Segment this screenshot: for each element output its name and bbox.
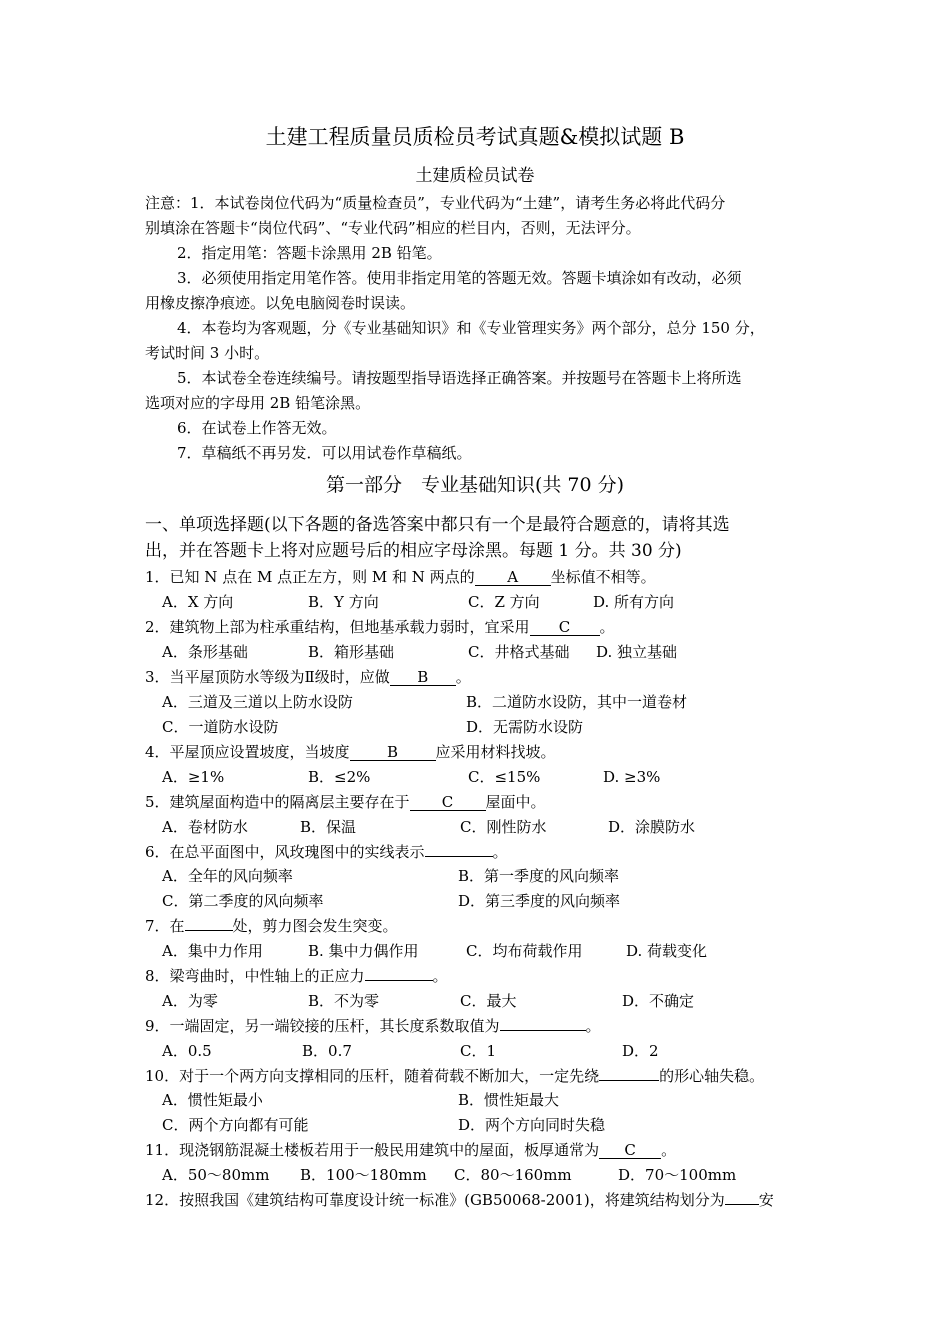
q2-option-d: D. 独立基础 — [596, 643, 678, 661]
q8-option-d: D．不确定 — [622, 992, 695, 1010]
note-1-line-1: 注意：1．本试卷岗位代码为“质量检查员”，专业代码为“土建”，请考生务必将此代码分 — [145, 194, 726, 212]
note-5-line-1: 5．本试卷全卷连续编号。请按题型指导语选择正确答案。并按题号在答题卡上将所选 — [177, 369, 742, 387]
question-4-suffix: 应采用材料找坡。 — [435, 743, 556, 761]
question-12 — [145, 1190, 815, 1210]
q2-option-b: B．箱形基础 — [308, 643, 395, 661]
question-8-suffix: 。 — [432, 967, 448, 985]
q1-option-b: B．Y 方向 — [308, 593, 379, 611]
question-3 — [145, 667, 815, 687]
q5-option-a: A．卷材防水 — [162, 818, 248, 836]
question-2-answer: C — [530, 619, 600, 636]
q4-option-b: B．≤2% — [308, 768, 371, 786]
question-7 — [145, 916, 815, 936]
question-5-text: 5．建筑屋面构造中的隔离层主要存在于 — [145, 793, 410, 811]
section-1-line-2: 出，并在答题卡上将对应题号后的相应字母涂黑。每题 1 分。共 30 分) — [145, 541, 682, 561]
note-7: 7．草稿纸不再另发．可以用试卷作草稿纸。 — [177, 444, 472, 462]
question-1-text: 1．已知 N 点在 M 点正左方，则 M 和 N 两点的 — [145, 568, 475, 586]
question-12-suffix: 安 — [758, 1191, 774, 1209]
q6-option-d: D．第三季度的风向频率 — [458, 892, 621, 910]
question-9-blank — [500, 1030, 586, 1031]
q4-option-c: C．≤15% — [468, 768, 541, 786]
question-8-text: 8．梁弯曲时，中性轴上的正应力 — [145, 967, 365, 985]
q5-option-c: C．刚性防水 — [460, 818, 547, 836]
question-3-suffix: 。 — [455, 668, 471, 686]
q7-option-c: C．均布荷载作用 — [466, 942, 583, 960]
q4-option-a: A．≥1% — [162, 768, 225, 786]
page-title: 土建工程质量员质检员考试真题&模拟试题 B — [265, 125, 685, 149]
question-12-text: 12．按照我国《建筑结构可靠度设计统一标准》(GB50068-2001)，将建筑结构划分为 — [145, 1191, 725, 1209]
q6-option-b: B．第一季度的风向频率 — [458, 867, 620, 885]
question-10-suffix: 的形心轴失稳。 — [659, 1067, 765, 1085]
question-12-blank — [725, 1204, 759, 1205]
question-9-text: 9．一端固定，另一端铰接的压杆，其长度系数取值为 — [145, 1017, 500, 1035]
question-10 — [145, 1066, 815, 1086]
question-6-blank — [425, 856, 493, 857]
question-7-suffix: 处，剪力图会发生突变。 — [232, 917, 398, 935]
question-3-text: 3．当平屋顶防水等级为Ⅱ级时，应做 — [145, 668, 390, 686]
q10-option-c: C．两个方向都有可能 — [162, 1116, 309, 1134]
note-5-line-2: 选项对应的字母用 2B 铅笔涂黑。 — [145, 394, 371, 412]
question-7-text: 7．在 — [145, 917, 185, 935]
note-2: 2．指定用笔：答题卡涂黑用 2B 铅笔。 — [177, 244, 442, 262]
question-1-answer: A — [475, 569, 551, 586]
q5-option-b: B．保温 — [300, 818, 357, 836]
q10-option-d: D．两个方向同时失稳 — [458, 1116, 606, 1134]
question-5-suffix: 屋面中。 — [485, 793, 546, 811]
q7-option-a: A．集中力作用 — [162, 942, 263, 960]
q7-option-b: B. 集中力偶作用 — [308, 942, 419, 960]
part-1-title: 第一部分 专业基础知识(共 70 分) — [325, 474, 625, 496]
q3-option-c: C．一道防水设防 — [162, 718, 279, 736]
question-4 — [145, 742, 815, 762]
question-7-blank — [185, 930, 233, 931]
q9-option-b: B．0.7 — [302, 1042, 352, 1060]
q6-option-c: C．第二季度的风向频率 — [162, 892, 324, 910]
q10-option-a: A．惯性矩最小 — [162, 1091, 263, 1109]
question-11 — [145, 1140, 815, 1160]
q9-option-c: C．1 — [460, 1042, 497, 1060]
q4-option-d: D. ≥3% — [603, 768, 661, 786]
q6-option-a: A．全年的风向频率 — [162, 867, 293, 885]
section-1-line-1: 一、单项选择题(以下各题的备选答案中都只有一个是最符合题意的，请将其选 — [145, 515, 730, 535]
question-2 — [145, 617, 815, 637]
q1-option-a: A．X 方向 — [162, 593, 234, 611]
question-6 — [145, 842, 815, 862]
question-8-blank — [365, 980, 433, 981]
q3-option-b: B．二道防水设防，其中一道卷材 — [466, 693, 688, 711]
q11-option-c: C．80～160mm — [454, 1166, 572, 1184]
question-10-text: 10．对于一个两方向支撑相同的压杆，随着荷载不断加大，一定先绕 — [145, 1067, 600, 1085]
q8-option-b: B．不为零 — [308, 992, 380, 1010]
q1-option-c: C．Z 方向 — [468, 593, 540, 611]
q3-option-a: A．三道及三道以上防水设防 — [162, 693, 353, 711]
page-subtitle: 土建质检员试卷 — [415, 166, 535, 186]
question-11-suffix: 。 — [661, 1141, 677, 1159]
note-3-line-1: 3．必须使用指定用笔作答。使用非指定用笔的答题无效。答题卡填涂如有改动，必须 — [177, 269, 742, 287]
note-3-line-2: 用橡皮擦净痕迹。以免电脑阅卷时误读。 — [145, 294, 416, 312]
question-4-text: 4．平屋顶应设置坡度，当坡度 — [145, 743, 350, 761]
q9-option-a: A．0.5 — [162, 1042, 212, 1060]
q7-option-d: D. 荷载变化 — [626, 942, 708, 960]
note-6: 6．在试卷上作答无效。 — [177, 419, 337, 437]
question-1-suffix: 坐标值不相等。 — [550, 568, 656, 586]
question-8 — [145, 966, 815, 986]
question-6-suffix: 。 — [492, 843, 508, 861]
note-1-line-2: 别填涂在答题卡“岗位代码”、“专业代码”相应的栏目内，否则，无法评分。 — [145, 219, 641, 237]
question-2-suffix: 。 — [599, 618, 615, 636]
q11-option-a: A．50～80mm — [162, 1166, 270, 1184]
q11-option-d: D．70～100mm — [618, 1166, 737, 1184]
q2-option-c: C．井格式基础 — [468, 643, 570, 661]
question-4-answer: B — [350, 744, 436, 761]
q9-option-d: D．2 — [622, 1042, 659, 1060]
question-10-blank — [599, 1080, 659, 1081]
q8-option-a: A．为零 — [162, 992, 218, 1010]
q1-option-d: D. 所有方向 — [593, 593, 675, 611]
q5-option-d: D．涂膜防水 — [608, 818, 696, 836]
question-5-answer: C — [410, 794, 486, 811]
q2-option-a: A．条形基础 — [162, 643, 248, 661]
question-9 — [145, 1016, 815, 1036]
q10-option-b: B．惯性矩最大 — [458, 1091, 560, 1109]
question-3-answer: B — [390, 669, 456, 686]
note-4-line-1: 4．本卷均为客观题，分《专业基础知识》和《专业管理实务》两个部分，总分 150 分， — [177, 319, 765, 337]
question-11-answer: C — [599, 1142, 661, 1159]
question-1 — [145, 567, 815, 587]
question-5 — [145, 792, 815, 812]
question-6-text: 6．在总平面图中，风玫瑰图中的实线表示 — [145, 843, 425, 861]
q11-option-b: B．100～180mm — [300, 1166, 427, 1184]
question-9-suffix: 。 — [585, 1017, 601, 1035]
question-2-text: 2．建筑物上部为柱承重结构，但地基承载力弱时，宜采用 — [145, 618, 530, 636]
q3-option-d: D．无需防水设防 — [466, 718, 584, 736]
question-11-text: 11．现浇钢筋混凝土楼板若用于一般民用建筑中的屋面，板厚通常为 — [145, 1141, 600, 1159]
q8-option-c: C．最大 — [460, 992, 517, 1010]
note-4-line-2: 考试时间 3 小时。 — [145, 344, 270, 362]
